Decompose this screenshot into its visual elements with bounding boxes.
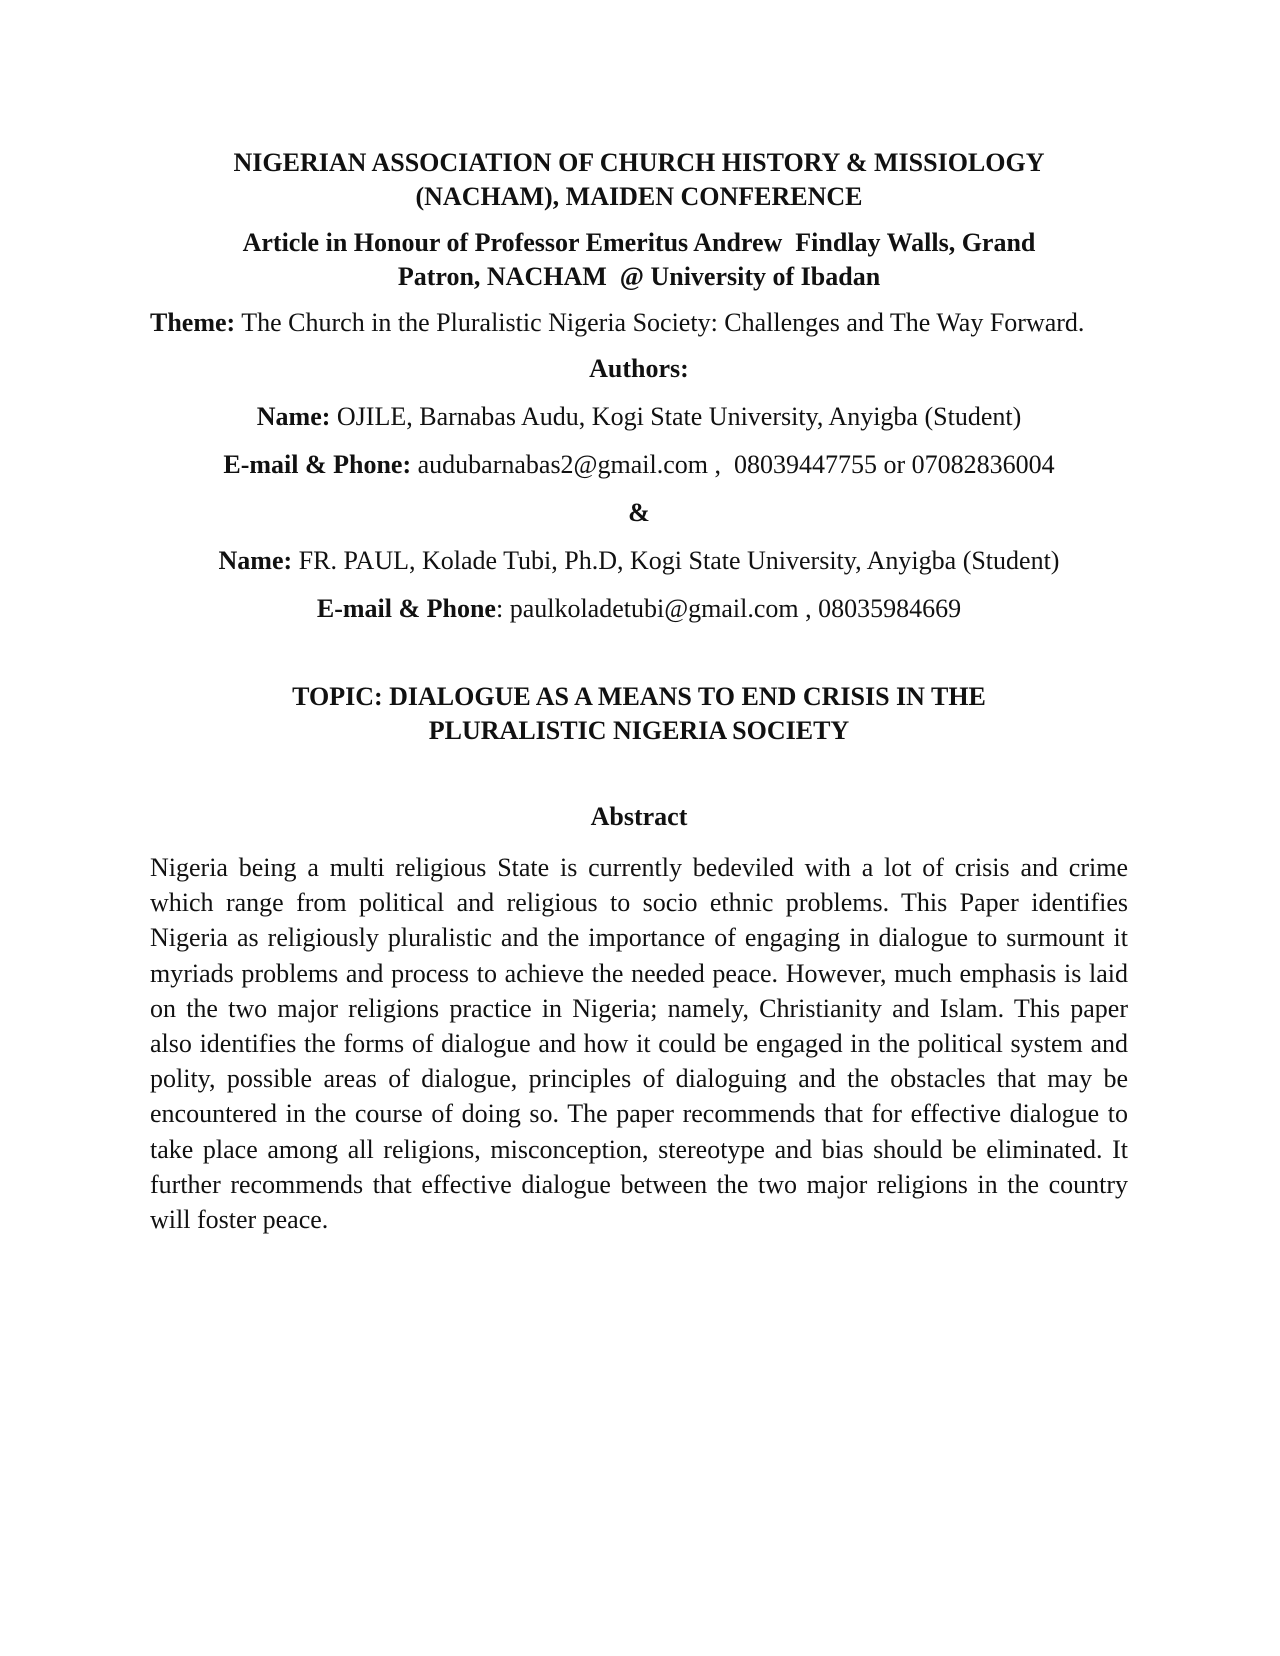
theme-text: The Church in the Pluralistic Nigeria Society: Challenges and The Way Forward. <box>235 308 1085 337</box>
honour-dedication <box>150 226 1128 294</box>
conference-title <box>150 146 1128 214</box>
authors-separator: & <box>628 498 650 527</box>
author-1-name <box>150 400 1128 434</box>
topic-line-2: PLURALISTIC NIGERIA SOCIETY <box>428 716 850 745</box>
author-1-name-label: Name: <box>256 402 331 431</box>
conference-title-line-1: NIGERIAN ASSOCIATION OF CHURCH HISTORY & MISSIOLOGY <box>233 148 1045 177</box>
author-2-name-label: Name: <box>218 546 293 575</box>
abstract-heading: Abstract <box>590 802 688 831</box>
honour-line-2: Patron, NACHAM @ University of Ibadan <box>397 262 881 291</box>
author-2-contact-value: : paulkoladetubi@gmail.com , 08035984669 <box>495 594 962 623</box>
authors-heading: Authors: <box>589 354 689 383</box>
topic-line-1: TOPIC: DIALOGUE AS A MEANS TO END CRISIS IN THE <box>292 682 986 711</box>
conference-title-line-2: (NACHAM), MAIDEN CONFERENCE <box>415 182 863 211</box>
topic-heading <box>150 680 1128 748</box>
abstract-body: Nigeria being a multi religious State is currently bedeviled with a lot of crisis and crime which range from political and religious to socio ethnic problems. This Paper identifies Nigeria as religiously pluralistic and the importance of engaging in dialogue to surmount it myriads problems and process to achieve the needed peace. However, much emphasis is laid on the two major religions practice in Nigeria; namely, Christianity and Islam. This paper also identifies the forms of dialogue and how it could be engaged in the political system and polity, possible areas of dialogue, principles of dialoguing and the obstacles that may be encountered in the course of doing so. The paper recommends that for effective dialogue to take place among all religions, misconception, stereotype and bias should be eliminated. It further recommends that effective dialogue between the two major religions in the country will foster peace. <box>150 853 1128 1235</box>
author-1-contact <box>150 448 1128 482</box>
author-1-contact-label: E-mail & Phone: <box>223 450 412 479</box>
theme-paragraph <box>150 306 1128 340</box>
honour-line-1: Article in Honour of Professor Emeritus Andrew Findlay Walls, Grand <box>242 228 1036 257</box>
author-2-name-value: FR. PAUL, Kolade Tubi, Ph.D, Kogi State University, Anyigba (Student) <box>292 546 1060 575</box>
author-2-name <box>150 544 1128 578</box>
author-2-contact-label: E-mail & Phone <box>316 594 496 623</box>
author-1-contact-value: audubarnabas2@gmail.com , 08039447755 or 07082836004 <box>411 450 1055 479</box>
document-page <box>150 146 1128 1237</box>
author-2-contact <box>150 592 1128 626</box>
theme-label: Theme: <box>150 308 236 337</box>
author-1-name-value: OJILE, Barnabas Audu, Kogi State University, Anyigba (Student) <box>330 402 1022 431</box>
